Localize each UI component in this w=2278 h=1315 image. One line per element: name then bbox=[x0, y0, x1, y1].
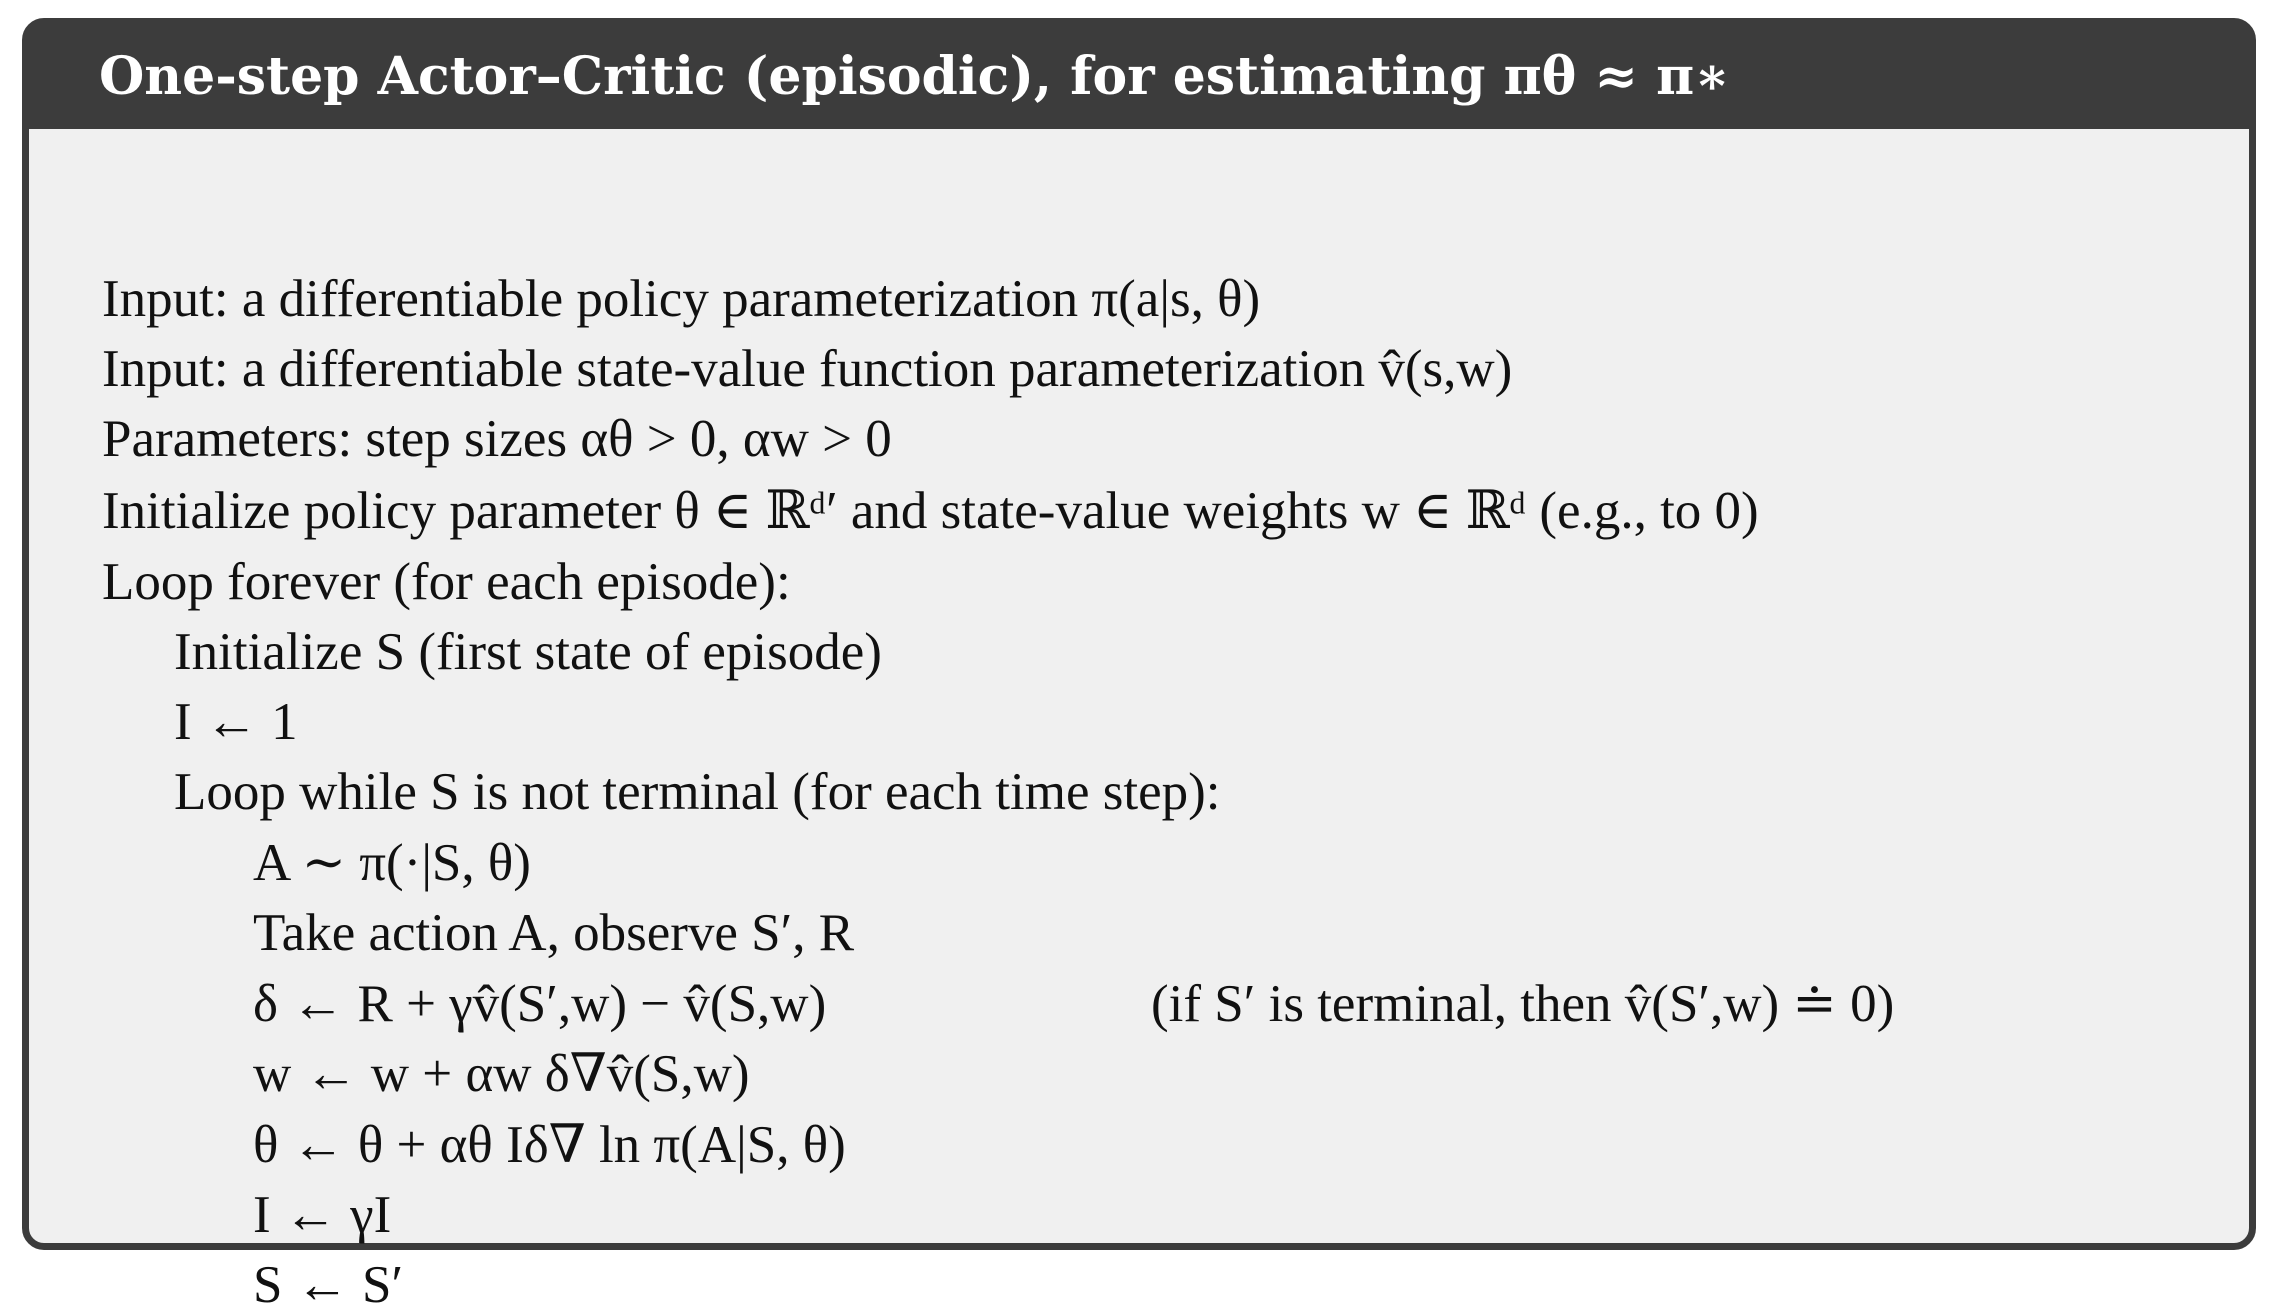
discount-update-line: I ← γI bbox=[253, 1186, 392, 1244]
initialize-state-line: Initialize S (first state of episode) bbox=[174, 623, 882, 681]
state-update-line: S ← S′ bbox=[253, 1256, 404, 1314]
take-action-line: Take action A, observe S′, R bbox=[253, 904, 855, 962]
terminal-comment: (if S′ is terminal, then v̂(S′,w) ≐ 0) bbox=[1151, 975, 1895, 1033]
algorithm-title: One-step Actor–Critic (episodic), for estimating πθ ≈ π∗ bbox=[29, 25, 2249, 129]
loop-while-line: Loop while S is not terminal (for each time step): bbox=[174, 763, 1221, 821]
input-policy-line: Input: a differentiable policy parameterization π(a|s, θ) bbox=[102, 270, 1261, 328]
td-error-line: δ ← R + γv̂(S′,w) − v̂(S,w) bbox=[253, 975, 827, 1033]
actor-update-line: θ ← θ + αθ Iδ∇ ln π(A|S, θ) bbox=[253, 1116, 846, 1174]
loop-forever-line: Loop forever (for each episode): bbox=[102, 553, 791, 611]
init-i-line: I ← 1 bbox=[174, 693, 298, 751]
critic-update-line: w ← w + αw δ∇v̂(S,w) bbox=[253, 1045, 750, 1103]
algorithm-box bbox=[22, 18, 2256, 1314]
input-value-line: Input: a differentiable state-value function parameterization v̂(s,w) bbox=[102, 340, 1513, 398]
initialize-params-line: Initialize policy parameter θ ∈ ℝᵈ′ and state-value weights w ∈ ℝᵈ (e.g., to 0) bbox=[102, 482, 1759, 540]
sample-action-line: A ∼ π(·|S, θ) bbox=[253, 834, 531, 892]
parameters-line: Parameters: step sizes αθ > 0, αw > 0 bbox=[102, 410, 892, 468]
